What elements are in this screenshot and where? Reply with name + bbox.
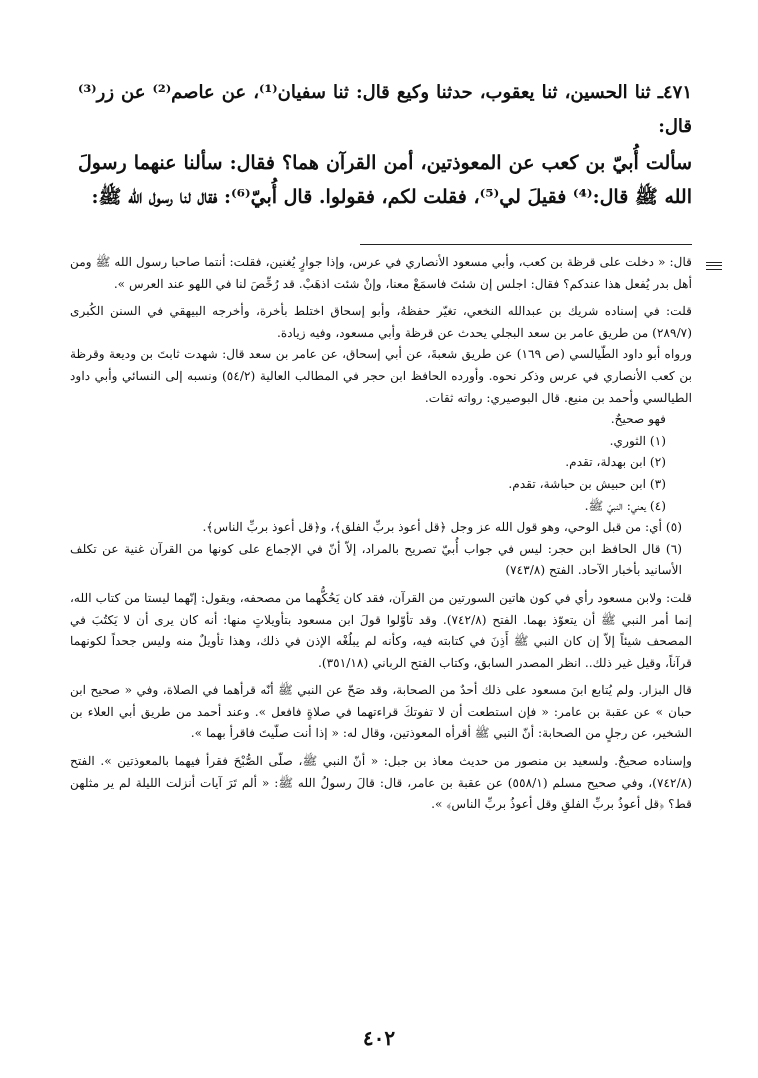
footnote-separator [360, 244, 692, 245]
continuation-mark-icon [706, 262, 722, 270]
footnote-3: (٣) ابن حبيش بن حباشة، تقدم. [508, 476, 666, 491]
note-paragraph-3: ورواه أبو داود الطّيالسي (ص ١٦٩) عن طريق شعبةَ، عن أبي إسحاق، عن عامر بن سعد قال: شهدت ثابتَ بن وديعة وقرظة بن كعب الأنصاري في عرس وذكر نحوه. وأورده الحافظ ابن حجر في المطالب العالية (٥٤/٢) ونسبه إلى النسائي وأبي داود الطيالسي وأحمد بن منيع. قال البوصيري: رواته ثقات. [70, 347, 692, 405]
note-paragraph-7: وإسناده صحيحٌ. ولسعيد بن منصور من حديث معاذ بن جبل: « أنّ النبي ﷺ، صلّى الصُّبْحَ فقرأ فيهما بالمعوذتين ». الفتح (٧٤٢/٨)، وفي صحيح مسلم (٥٥٨/١) عن عقبة بن عامر، قال: قالَ رسولُ الله ﷺ: « ألم تَرَ آيات أنزلت الليلة لم ير مثلهن قط؟ ﴿قل أعوذُ بربِّ الفلقِ وقل أعوذُ بربِّ الناس﴾ ». [70, 754, 692, 812]
footnote-1: (١) الثوري. [609, 433, 666, 448]
footnote-6: (٦) قال الحافظ ابن حجر: ليس في جواب أُبيّ تصريح بالمراد، إلاّ أنّ في الإجماع على كونها من القرآن غنية عن تكلف الأسانيد بأخبار الآحاد. الفتح (٧٤٣/٨) [70, 541, 682, 578]
hadith-matn: سألت أُبيّ بن كعب عن المعوذتين، أمن القرآن هما؟ فقال: سألنا عنهما رسولَ الله ﷺ قال:⁽⁴⁾ فقيلَ لي⁽⁵⁾، فقلت لكم، فقولوا. قال أُبيّ⁽⁶⁾: فقال لنا رسول الله ﷺ: [78, 152, 692, 208]
note-paragraph-5: قلت: ولابن مسعود رأي في كون هاتين السورتين من القرآن، فقد كان يَحُكُّهما من مصحفه، ويقول: إنّهما ليستا من كتاب الله، إنما أمر النبي ﷺ أن يتعوّذ بهما. الفتح (٧٤٢/٨). وقد تأوّلوا قولَ ابن مسعود بتأويلاتٍ منها: أنه كان يرى أن لا يَكتُبَ في المصحف شيئاً إلاّ إن كان النبي ﷺ أَذِنَ في كتابته فيه، وكأنه لم يبلُغْه الإذن في ذلك، وهذا تأويلٌ منه وليس جحداً لكونهما قرآناً، وقيل غير ذلك.. انظر المصدر السابق، وكتاب الفتح الرباني (٣٥١/١٨). [70, 590, 692, 670]
footnotes [70, 252, 692, 816]
note-paragraph-2: قلت: في إسناده شريك بن عبدالله النخعي، تغيّر حفظهُ، وأبو إسحاق اختلط بأخرة، وأخرجه البيهقي في السنن الكُبرى (٢٨٩/٧) من طريق عامر بن سعد البجلي يحدث عن قرظة وأبي مسعود، وفيه زيادة. [70, 304, 692, 340]
footnote-2: (٢) ابن بهدلة، تقدم. [565, 455, 666, 470]
page-number: ٤٠٢ [362, 1026, 396, 1050]
footnote-5: (٥) أي: من قبل الوحي، وهو قول الله عز وجل ﴿قل أعوذ بربِّ الفلق﴾، و﴿قل أعوذ بربِّ الناس﴾. [202, 520, 682, 535]
note-verdict: فهو صحيحٌ. [610, 412, 666, 427]
main-text [78, 76, 692, 214]
footnote-4: (٤) يعني: النبيّ ﷺ. [584, 498, 666, 513]
note-paragraph-6: قال البزار. ولم يُتابع ابنَ مسعود على ذلك أحدٌ من الصحابة، وقد صَحّ عن النبي ﷺ أنّه قرأهما في الصلاة، وفي « صحيح ابن حبان » عن عقبة بن عامر: « فإن استطعت أن لا تفوتكَ قراءتهما في صلاةٍ فافعل ». وعند أحمد من طريق أبي العلاء بن الشخير، عن رجلٍ من الصحابة: أنّ النبي ﷺ أقرأه المعوذتين، وقال له: « إذا أنت صلّيتَ فاقرأ بهما ». [70, 683, 692, 741]
hadith-isnad: ٤٧١ـ ثنا الحسين، ثنا يعقوب، حدثنا وكيع قال: ثنا سفيان⁽¹⁾، عن عاصم⁽²⁾ عن زر⁽³⁾ قال: [78, 82, 692, 137]
footnote-continuation [70, 252, 692, 295]
footnote-continuation-text: قال: « دخلت على قرظة بن كعب، وأبي مسعود الأنصاري في عرس، وإذا جوارٍ يُغنين، فقلت: أنتما صاحبا رسول الله ﷺ ومن أهل بدر يُفعل هذا عندكم؟ فقال: اجلس إن شئتَ فاسمَعْ معنا، وإنْ شئت اذهَبْ. قد رُخِّصَ لنا في اللهو عند العرس ». [70, 255, 692, 291]
